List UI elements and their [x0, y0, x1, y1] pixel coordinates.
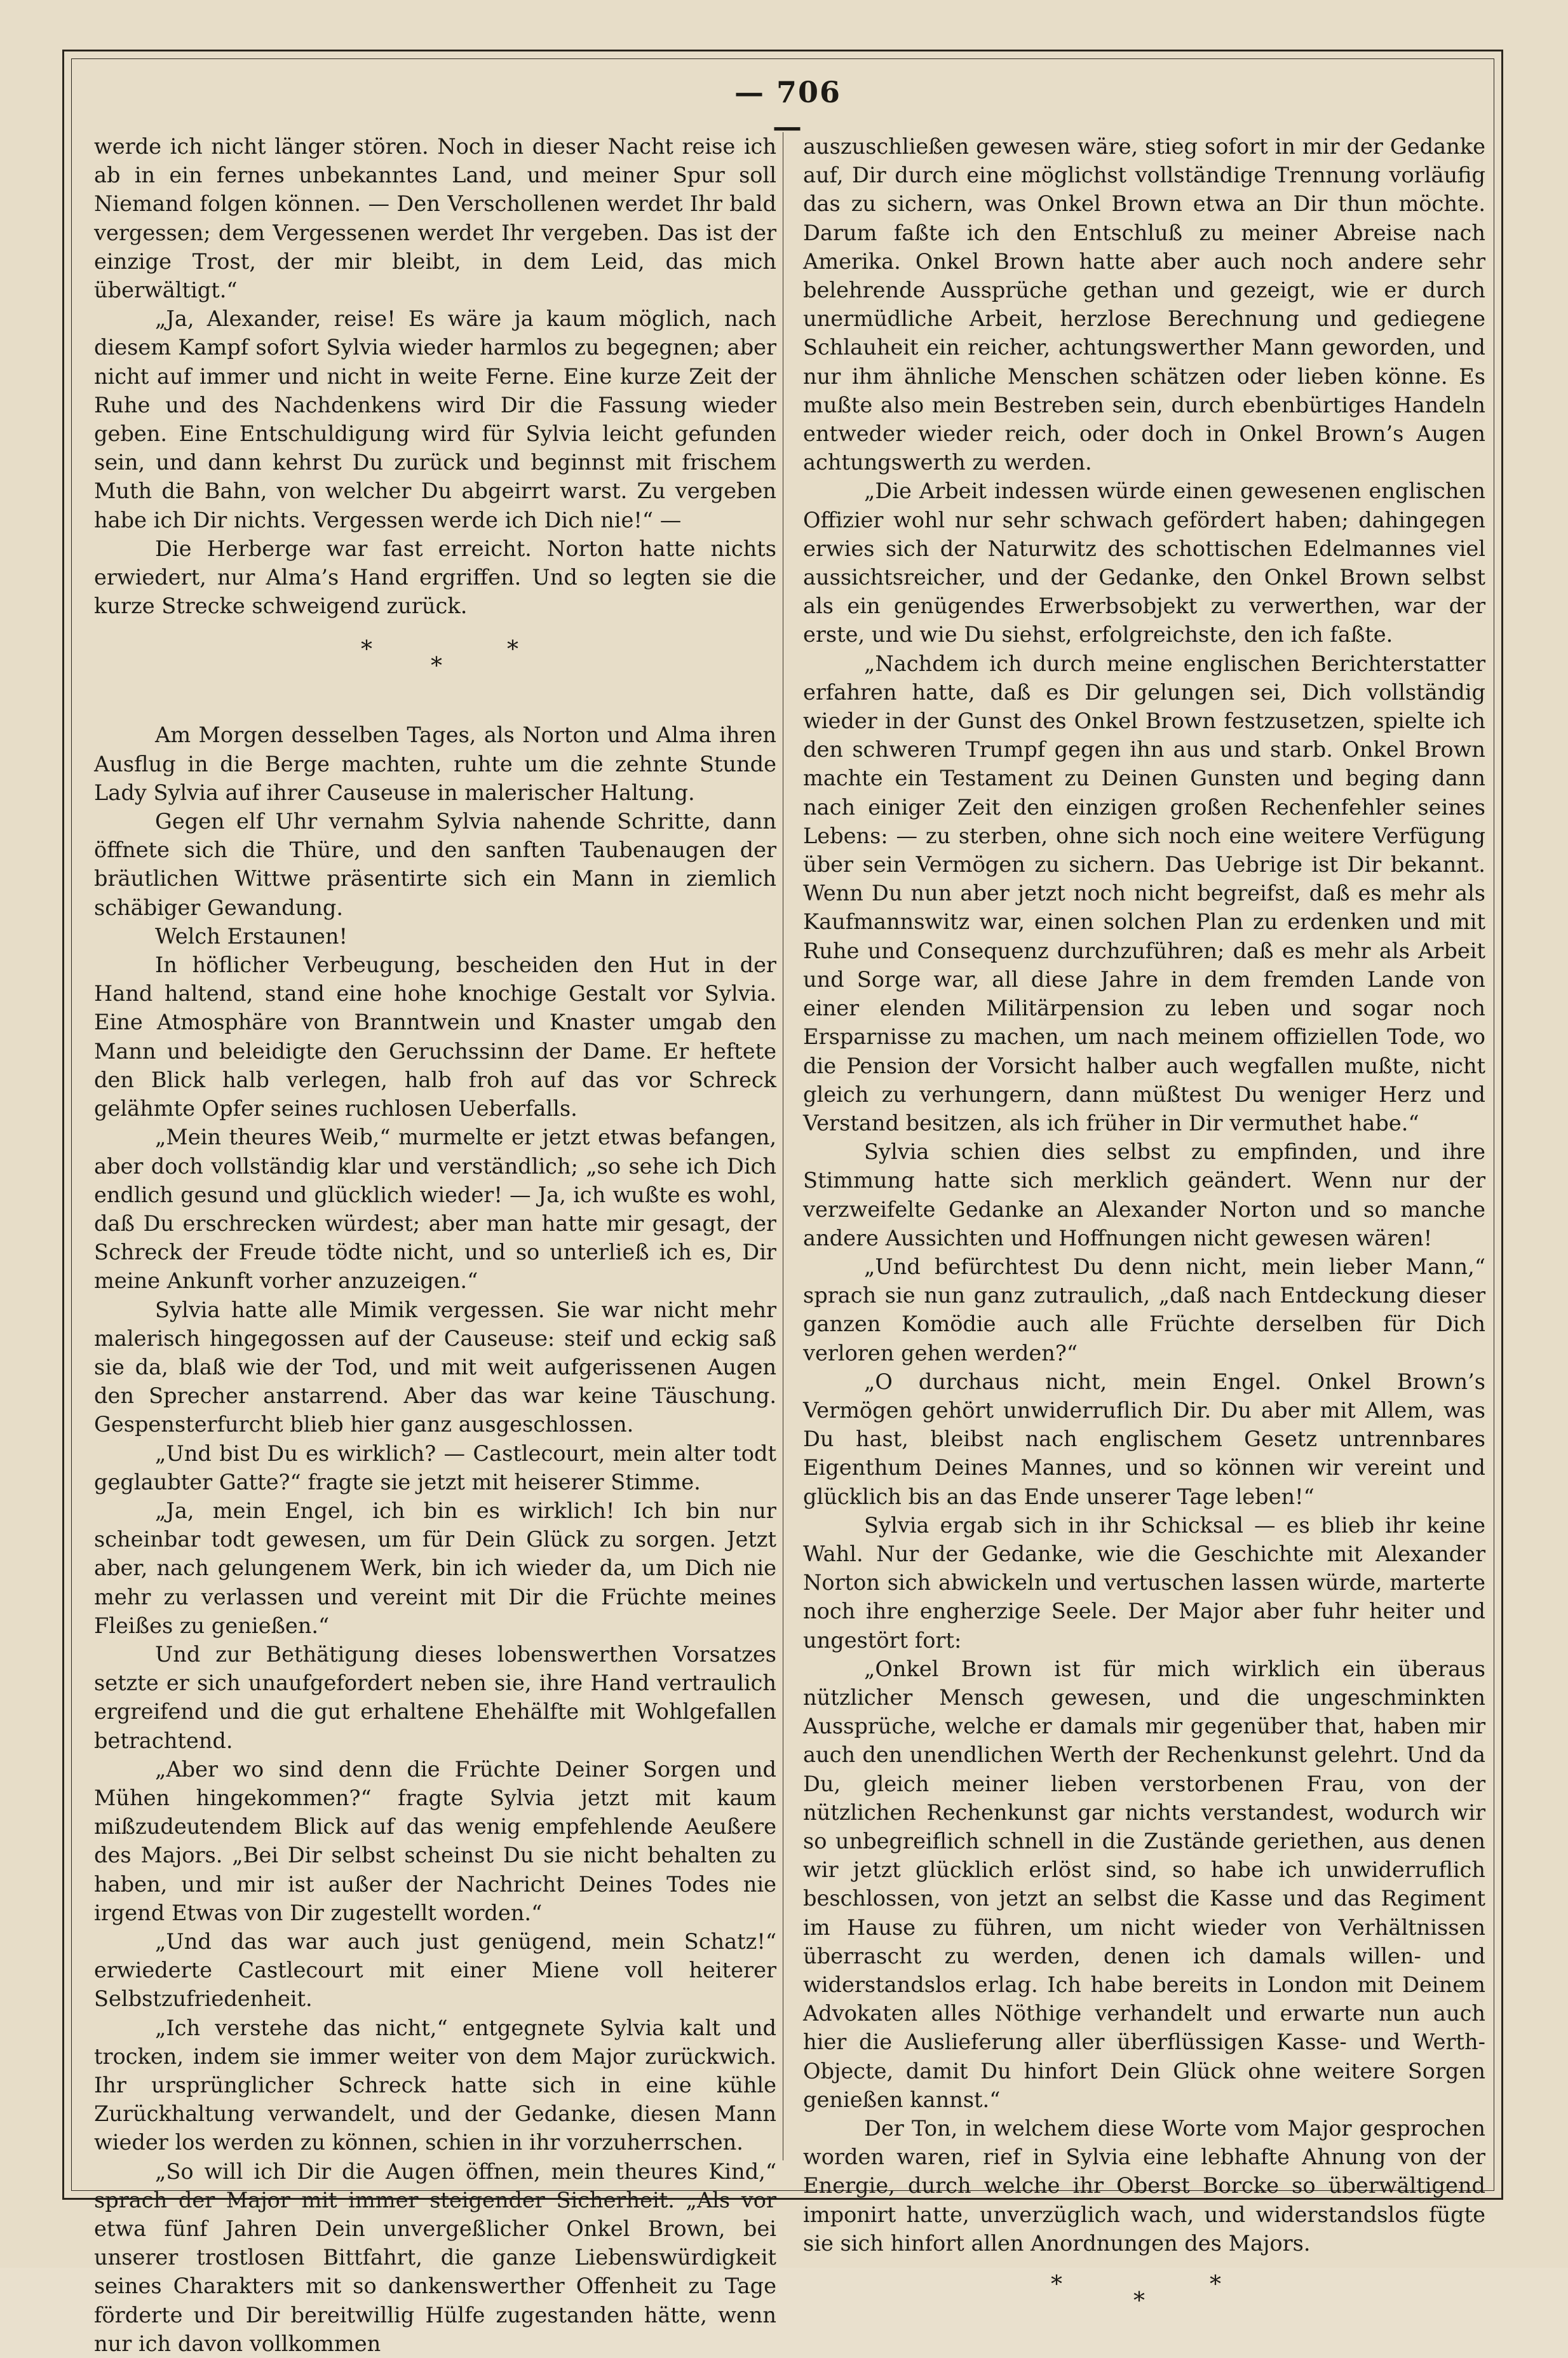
left-column	[94, 132, 776, 2358]
section-divider	[803, 2270, 1485, 2315]
paragraph: Sylvia schien dies selbst zu empfinden, und ihre Stimmung hatte sich merklich geändert. Wenn nur der verzweifelte Gedanke an Alexander Norton und so manche andere Aussichten und Hoffnungen nicht gewesen wären!	[803, 1139, 1485, 1250]
paragraph: „Ja, mein Engel, ich bin es wirklich! Ich bin nur scheinbar todt gewesen, um für Dein Glück zu sorgen. Jetzt aber, nach gelungenem Werk, bin ich wieder da, um Dich nie mehr zu verlassen und vereint mit Dir die Früchte meines Fleißes zu genießen.“	[94, 1498, 776, 1638]
paragraph: „O durchaus nicht, mein Engel. Onkel Brown’s Vermögen gehört unwiderruflich Dir. Du aber mit Allem, was Du hast, bleibst nach englischem Gesetz untrennbares Eigenthum Deines Mannes, und so können wir vereint und glücklich bis an das Ende unserer Tage leben!“	[803, 1369, 1485, 1509]
paragraph: Der Ton, in welchem diese Worte vom Major gesprochen worden waren, rief in Sylvia eine lebhafte Ahnung von der Energie, durch welche ihr Oberst Borcke so überwältigend imponirt hatte, unverzüglich wach, und widerstandslos fügte sie sich hinfort allen Anordnungen des Majors.	[803, 2116, 1485, 2256]
section-divider	[94, 635, 776, 680]
page-number: — 706 —	[734, 75, 842, 144]
right-column	[803, 132, 1485, 2355]
paragraph: Sylvia ergab sich in ihr Schicksal — es blieb ihr keine Wahl. Nur der Gedanke, wie die Geschichte mit Alexander Norton sich abwickeln und vertuschen lassen würde, marterte noch ihre engherzige Seele. Der Major aber fuhr heiter und ungestört fort:	[803, 1512, 1485, 1653]
paragraph: Welch Erstaunen!	[155, 923, 348, 949]
paragraph: „Und bist Du es wirklich? — Castlecourt, mein alter todt geglaubter Gatte?“ fragte sie jetzt mit heiserer Stimme.	[94, 1440, 776, 1494]
divider-star: *	[1210, 2272, 1221, 2298]
divider-star: *	[431, 653, 442, 680]
paragraph: In höflicher Verbeugung, bescheiden den Hut in der Hand haltend, stand eine hohe knochige Gestalt vor Sylvia. Eine Atmosphäre von Branntwein und Knaster umgab den Mann und beleidigte den Geruchssinn der Dame. Er heftete den Blick halb verlegen, halb froh auf das vor Schreck gelähmte Opfer seines ruchlosen Ueberfalls.	[94, 952, 776, 1121]
paragraph: Und zur Bethätigung dieses lobenswerthen Vorsatzes setzte er sich unaufgefordert neben sie, ihre Hand vertraulich ergreifend und die gut erhaltene Ehehälfte mit Wohlgefallen betrachtend.	[94, 1641, 776, 1753]
paragraph: „Mein theures Weib,“ murmelte er jetzt etwas befangen, aber doch vollständig klar und verständlich; „so sehe ich Dich endlich gesund und glücklich wieder! — Ja, ich wußte es wohl, daß Du erschrecken würdest; aber man hatte mir gesagt, der Schreck der Freude tödte nicht, und so unterließ ich es, Dir meine Ankunft vorher anzuzeigen.“	[94, 1125, 776, 1294]
paragraph: Die Herberge war fast erreicht. Norton hatte nichts erwiedert, nur Alma’s Hand ergriffen. Und so legten sie die kurze Strecke schweigend zurück.	[94, 536, 776, 619]
paragraph: Am Morgen desselben Tages, als Norton und Alma ihren Ausflug in die Berge machten, ruhte um die zehnte Stunde Lady Sylvia auf ihrer Causeuse in malerischer Haltung.	[94, 722, 776, 805]
paragraph: „Und das war auch just genügend, mein Schatz!“ erwiederte Castlecourt mit einer Miene voll heiterer Selbstzufriedenheit.	[94, 1928, 776, 2012]
divider-star: *	[1051, 2272, 1062, 2298]
paragraph: „So will ich Dir die Augen öffnen, mein theures Kind,“ sprach der Major mit immer steigender Sicherheit. „Als vor etwa fünf Jahren Dein unvergeßlicher Onkel Brown, bei unserer trostlosen Bittfahrt, die ganze Liebenswürdigkeit seines Charakters mit so dankenswerther Offenheit zu Tage förderte und Dir bereitwillig Hülfe zugestanden hätte, wenn nur ich davon vollkommen	[94, 2158, 776, 2356]
paragraph: „Onkel Brown ist für mich wirklich ein überaus nützlicher Mensch gewesen, und die ungeschminkten Aussprüche, welche er damals mir gegenüber that, haben mir auch den unendlichen Werth der Rechenkunst gelehrt. Und da Du, gleich meiner lieben verstorbenen Frau, von der nützlichen Rechenkunst gar nichts verstandest, wodurch wir so unbegreiflich schnell in die Zustände geriethen, aus denen wir jetzt glücklich erlöst sind, so habe ich unwiderruflich beschlossen, von jetzt an selbst die Kasse und das Regiment im Hause zu führen, um nicht wieder von Verhältnissen überrascht zu werden, denen ich damals willen- und widerstandslos erlag. Ich habe bereits in London mit Deinem Advokaten alles Nöthige verhandelt und erwarte nun auch hier die Auslieferung aller überflüssigen Kasse- und Werth-Objecte, damit Du hinfort Dein Glück ohne weitere Sorgen genießen kannst.“	[803, 1656, 1485, 2112]
divider-star: *	[361, 637, 372, 663]
paragraph: „Ich verstehe das nicht,“ entgegnete Sylvia kalt und trocken, indem sie immer weiter von dem Major zurückwich. Ihr ursprünglicher Schreck hatte sich in eine kühle Zurückhaltung verwandelt, und der Gedanke, diesen Mann wieder los werden zu können, schien in ihr vorzuherrschen.	[94, 2015, 776, 2155]
paragraph: „Nachdem ich durch meine englischen Berichterstatter erfahren hatte, daß es Dir gelungen sei, Dich vollständig wieder in der Gunst des Onkel Brown festzusetzen, spielte ich den schweren Trumpf gegen ihn aus und starb. Onkel Brown machte ein Testament zu Deinen Gunsten und beging dann nach einiger Zeit den einzigen großen Rechenfehler seines Lebens: — zu sterben, ohne sich noch eine weitere Verfügung über sein Vermögen zu sichern. Das Uebrige ist Dir bekannt. Wenn Du nun aber jetzt noch nicht begreifst, daß es mehr als Kaufmannswitz war, einen solchen Plan zu erdenken und mit Ruhe und Consequenz durchzuführen; daß es mehr als Arbeit und Sorge war, all diese Jahre in dem fremden Lande von einer elenden Militärpension zu leben und sogar noch Ersparnisse zu machen, um nach meinem offiziellen Tode, wo die Pension der Vorsicht halber auch wegfallen mußte, nicht gleich zu verhungern, dann müßtest Du weniger Herz und Verstand besitzen, als ich früher in Dir vermuthet habe.“	[803, 651, 1485, 1135]
divider-star: *	[1133, 2288, 1145, 2315]
paragraph: „Die Arbeit indessen würde einen gewesenen englischen Offizier wohl nur sehr schwach gefördert haben; dahingegen erwies sich der Naturwitz des schottischen Edelmannes viel aussichtsreicher, und der Gedanke, den Onkel Brown selbst als ein genügendes Erwerbsobjekt zu verwerthen, war der erste, und wie Du siehst, erfolgreichste, den ich faßte.	[803, 478, 1485, 647]
paragraph: auszuschließen gewesen wäre, stieg sofort in mir der Gedanke auf, Dir durch eine möglichst vollständige Trennung vorläufig das zu sichern, was Onkel Brown etwa an Dir thun möchte. Darum faßte ich den Entschluß zu meiner Abreise nach Amerika. Onkel Brown hatte aber auch noch andere sehr belehrende Aussprüche gethan und gezeigt, wie er durch unermüdliche Arbeit, herzlose Berechnung und gediegene Schlauheit ein reicher, achtungswerther Mann geworden, und nur ihm ähnliche Menschen schätzen oder lieben könne. Es mußte also mein Bestreben sein, durch ebenbürtiges Handeln entweder wieder reich, oder doch in Onkel Brown’s Augen achtungswerth zu werden.	[803, 134, 1485, 475]
paragraph: „Aber wo sind denn die Früchte Deiner Sorgen und Mühen hingekommen?“ fragte Sylvia jetzt mit kaum mißzudeutendem Blick auf das wenig empfehlende Aeußere des Majors. „Bei Dir selbst scheinst Du sie nicht behalten zu haben, und mir ist außer der Nachricht Deines Todes nie irgend Etwas von Dir zugestellt worden.“	[94, 1756, 776, 1925]
divider-star: *	[507, 637, 518, 663]
paragraph: Gegen elf Uhr vernahm Sylvia nahende Schritte, dann öffnete sich die Thüre, und den sanften Taubenaugen der bräutlichen Wittwe präsentirte sich ein Mann in ziemlich schäbiger Gewandung.	[94, 809, 776, 920]
paragraph: werde ich nicht länger stören. Noch in dieser Nacht reise ich ab in ein fernes unbekanntes Land, und meiner Spur soll Niemand folgen können. — Den Verschollenen werdet Ihr bald vergessen; dem Vergessenen werdet Ihr vergeben. Das ist der einzige Trost, der mir bleibt, in dem Leid, das mich überwältigt.“	[94, 134, 776, 303]
paragraph: Sylvia hatte alle Mimik vergessen. Sie war nicht mehr malerisch hingegossen auf der Causeuse: steif und eckig saß sie da, blaß wie der Tod, und mit weit aufgerissenen Augen den Sprecher anstarrend. Aber das war keine Täuschung. Gespensterfurcht blieb hier ganz ausgeschlossen.	[94, 1297, 776, 1437]
paragraph: „Und befürchtest Du denn nicht, mein lieber Mann,“ sprach sie nun ganz zutraulich, „daß nach Entdeckung dieser ganzen Komödie auch alle Früchte derselben für Dich verloren gehen werden?“	[803, 1254, 1485, 1365]
paragraph: „Ja, Alexander, reise! Es wäre ja kaum möglich, nach diesem Kampf sofort Sylvia wieder harmlos zu begegnen; aber nicht auf immer und nicht in weite Ferne. Eine kurze Zeit der Ruhe und des Nachdenkens wird Dir die Fassung wieder geben. Eine Entschuldigung wird für Sylvia leicht gefunden sein, und dann kehrst Du zurück und beginnst mit frischem Muth die Bahn, von welcher Du abgeirrt warst. Zu vergeben habe ich Dir nichts. Vergessen werde ich Dich nie!“ —	[94, 306, 776, 532]
